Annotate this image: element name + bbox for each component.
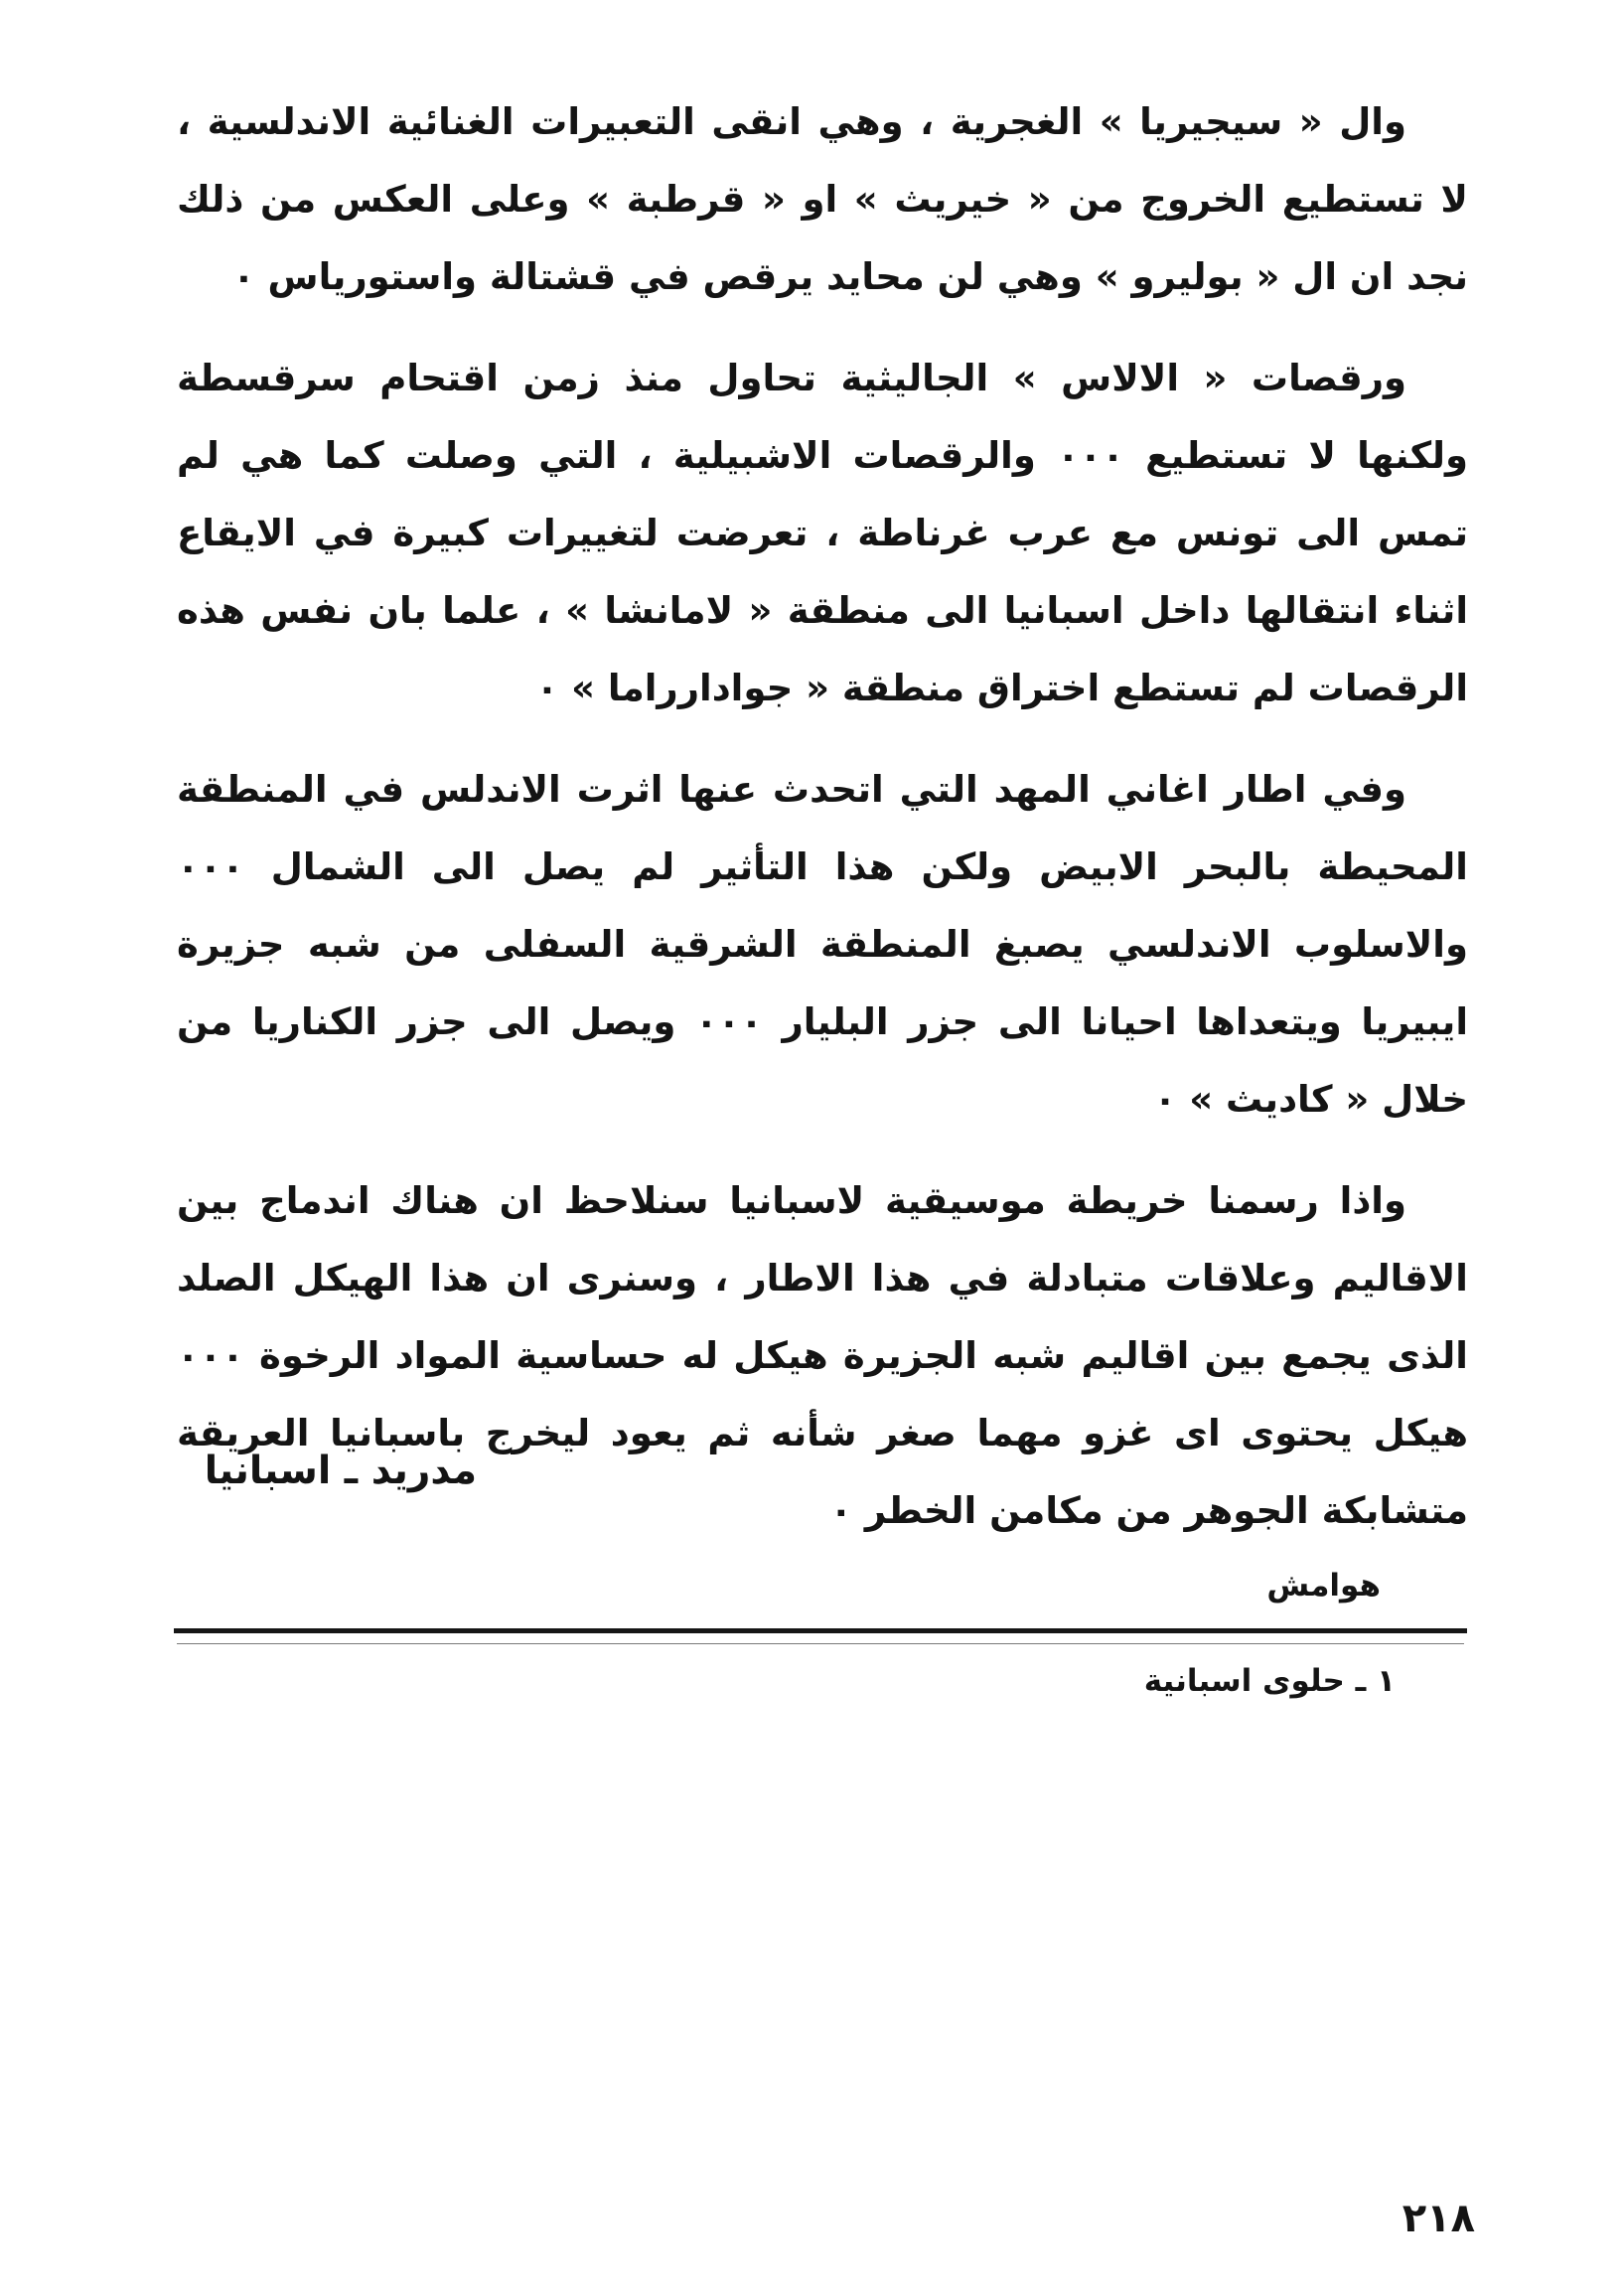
paragraph: وال « سيجيريا » الغجرية ، وهي انقى التعبيرات الغنائية الاندلسية ، لا تستطيع الخروج من « خيريث » او « قرطبة » وعلى العكس من ذلك نجد ان ال « بوليرو » وهي لن محايد يرقص في قشتالة واستورياس ٠ (177, 100, 1468, 298)
paragraph: وفي اطار اغاني المهد التي اتحدث عنها اثرت الاندلس في المنطقة المحيطة بالبحر الابيض ولكن هذا التأثير لم يصل الى الشمال ٠٠٠ والاسلوب الاندلسي يصبغ المنطقة الشرقية السفلى من شبه جزيرة ايبيريا ويتعداها احيانا الى جزر البليار ٠٠٠ ويصل الى جزر الكناريا من خلال « كاديث » ٠ (177, 768, 1469, 1121)
paragraph: ورقصات « الالاس » الجاليثية تحاول منذ زمن اقتحام سرقسطة ولكنها لا تستطيع ٠٠٠ والرقصات الاشبيلية ، التي وصلت كما هي لم تمس الى تونس مع عرب غرناطة ، تعرضت لتغييرات كبيرة في الايقاع اثناء انتقالها داخل اسبانيا الى منطقة « لامانشا » ، علما بان نفس هذه الرقصات لم تستطع اختراق منطقة « جوادارراما » ٠ (177, 357, 1468, 709)
page-number: ٢١٨ (1402, 2196, 1475, 2241)
footnote-divider (174, 1628, 1467, 1633)
signature-location: مدريد ـ اسبانيا (204, 1449, 477, 1493)
footnotes-heading: هوامش (1266, 1568, 1381, 1604)
paragraph: واذا رسمنا خريطة موسيقية لاسبانيا سنلاحظ ان هناك اندماج بين الاقاليم وعلاقات متبادلة في هذا الاطار ، وسنرى ان هذا الهيكل الصلد الذى يجمع بين اقاليم شبه الجزيرة هيكل له حساسية المواد الرخوة ٠٠٠ هيكل يحتوى اى غزو مهما صغر شأنه ثم يعود ليخرج باسبانيا العريقة متشابكة الجوهر من مكامن الخطر ٠ (177, 1179, 1468, 1532)
footnote-item: ١ ـ حلوى اسبانية (1143, 1663, 1396, 1699)
body-text (177, 83, 1468, 1574)
footnote-divider-thin (177, 1643, 1464, 1644)
